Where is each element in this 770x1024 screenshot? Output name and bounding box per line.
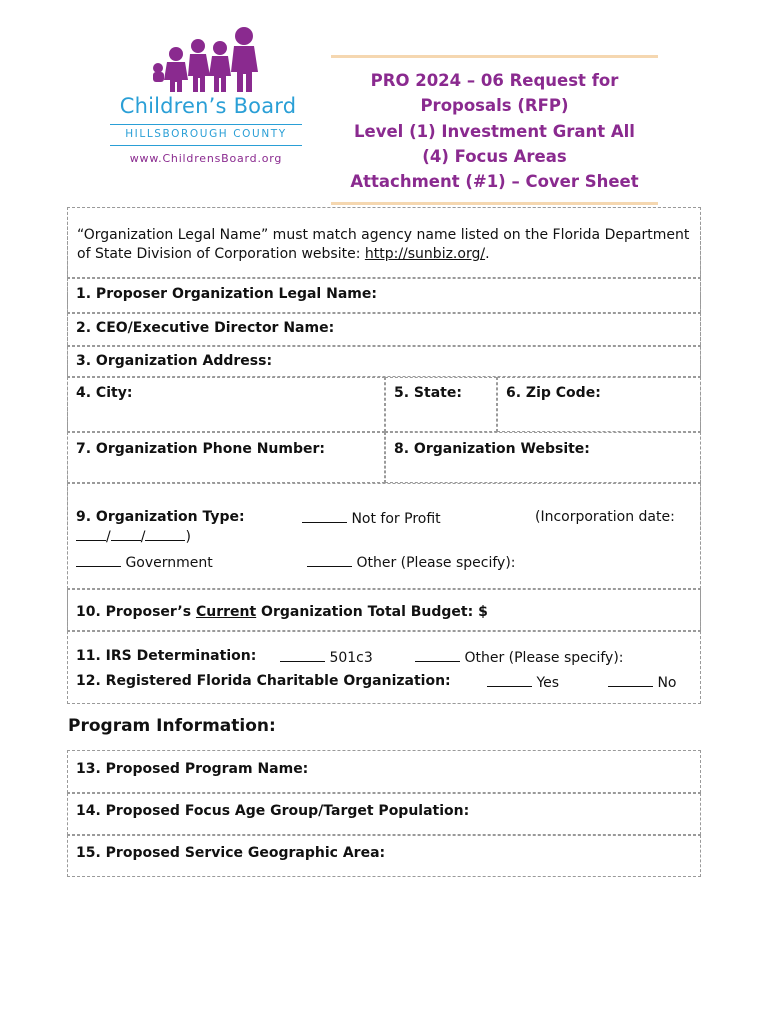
incorporation-date-field[interactable]: / / )	[76, 527, 191, 545]
title-line: PRO 2024 – 06 Request for	[370, 71, 619, 90]
intro-note	[67, 207, 701, 278]
field-website[interactable]: 8. Organization Website:	[385, 432, 701, 483]
charitable-yes-label: Yes	[536, 675, 560, 691]
charitable-no-blank[interactable]	[608, 673, 653, 687]
org-type-label: 9. Organization Type:	[76, 509, 245, 525]
budget-prefix: 10. Proposer’s	[76, 604, 196, 620]
sunbiz-link[interactable]: http://sunbiz.org/	[364, 246, 486, 262]
other-type-blank[interactable]	[307, 553, 352, 567]
logo-rule	[110, 145, 302, 146]
field-ceo-name[interactable]: 2. CEO/Executive Director Name:	[67, 313, 701, 346]
irs-section	[67, 631, 701, 704]
charitable-yes-blank[interactable]	[487, 673, 532, 687]
date-day-blank[interactable]	[111, 527, 141, 541]
date-month-blank[interactable]	[76, 527, 106, 541]
field-target-population[interactable]: 14. Proposed Focus Age Group/Target Population:	[67, 793, 701, 835]
budget-suffix: Organization Total Budget: $	[256, 604, 488, 620]
title-line: Attachment (#1) – Cover Sheet	[350, 172, 639, 192]
intro-text: “Organization Legal Name” must match agency name listed on the Florida Department of State Division of Corporation website:	[77, 227, 690, 262]
other-type-label: Other (Please specify):	[356, 555, 516, 571]
not-for-profit-label: Not for Profit	[351, 511, 441, 527]
field-address[interactable]: 3. Organization Address:	[67, 346, 701, 377]
not-for-profit-option[interactable]	[302, 509, 441, 527]
field-city[interactable]: 4. City:	[67, 377, 385, 432]
irs-501c3-blank[interactable]	[280, 648, 325, 662]
field-state[interactable]: 5. State:	[385, 377, 497, 432]
field-budget[interactable]	[67, 589, 701, 631]
program-info-heading: Program Information:	[68, 716, 276, 736]
irs-other-option[interactable]	[415, 648, 624, 666]
logo-url: www.ChildrensBoard.org	[129, 152, 283, 165]
charitable-label: 12. Registered Florida Charitable Organization:	[76, 673, 451, 689]
document-title	[331, 68, 658, 194]
title-line: (4) Focus Areas	[422, 146, 567, 166]
field-program-name[interactable]: 13. Proposed Program Name:	[67, 750, 701, 793]
field-phone[interactable]: 7. Organization Phone Number:	[67, 432, 385, 483]
other-type-option[interactable]	[307, 553, 516, 571]
intro-end: .	[485, 246, 490, 262]
government-option[interactable]	[76, 553, 213, 571]
title-line: Proposals (RFP)	[420, 96, 569, 116]
irs-label: 11. IRS Determination:	[76, 648, 257, 664]
children-silhouettes-icon	[148, 24, 268, 94]
irs-501c3-option[interactable]	[280, 648, 373, 666]
field-legal-name[interactable]: 1. Proposer Organization Legal Name:	[67, 278, 701, 313]
field-geographic-area[interactable]: 15. Proposed Service Geographic Area:	[67, 835, 701, 877]
irs-other-blank[interactable]	[415, 648, 460, 662]
budget-current: Current	[195, 604, 257, 620]
government-label: Government	[125, 555, 213, 571]
charitable-no-label: No	[657, 675, 677, 691]
title-line: Level (1) Investment Grant All	[354, 121, 635, 141]
charitable-yes-option[interactable]	[487, 673, 559, 691]
header-top-rule	[331, 55, 658, 58]
field-zip[interactable]: 6. Zip Code:	[497, 377, 701, 432]
date-close: )	[185, 529, 191, 545]
government-blank[interactable]	[76, 553, 121, 567]
logo-county: HILLSBOROUGH COUNTY	[125, 128, 287, 140]
not-for-profit-blank[interactable]	[302, 509, 347, 523]
charitable-no-option[interactable]	[608, 673, 677, 691]
incorporation-date-label: (Incorporation date:	[535, 509, 675, 525]
logo-rule	[110, 124, 302, 125]
header-bottom-rule	[331, 202, 658, 205]
irs-501c3-label: 501c3	[329, 650, 373, 666]
logo-title: Children’s Board	[119, 94, 297, 118]
childrens-board-logo	[108, 24, 304, 174]
date-year-blank[interactable]	[145, 527, 185, 541]
irs-other-label: Other (Please specify):	[464, 650, 624, 666]
